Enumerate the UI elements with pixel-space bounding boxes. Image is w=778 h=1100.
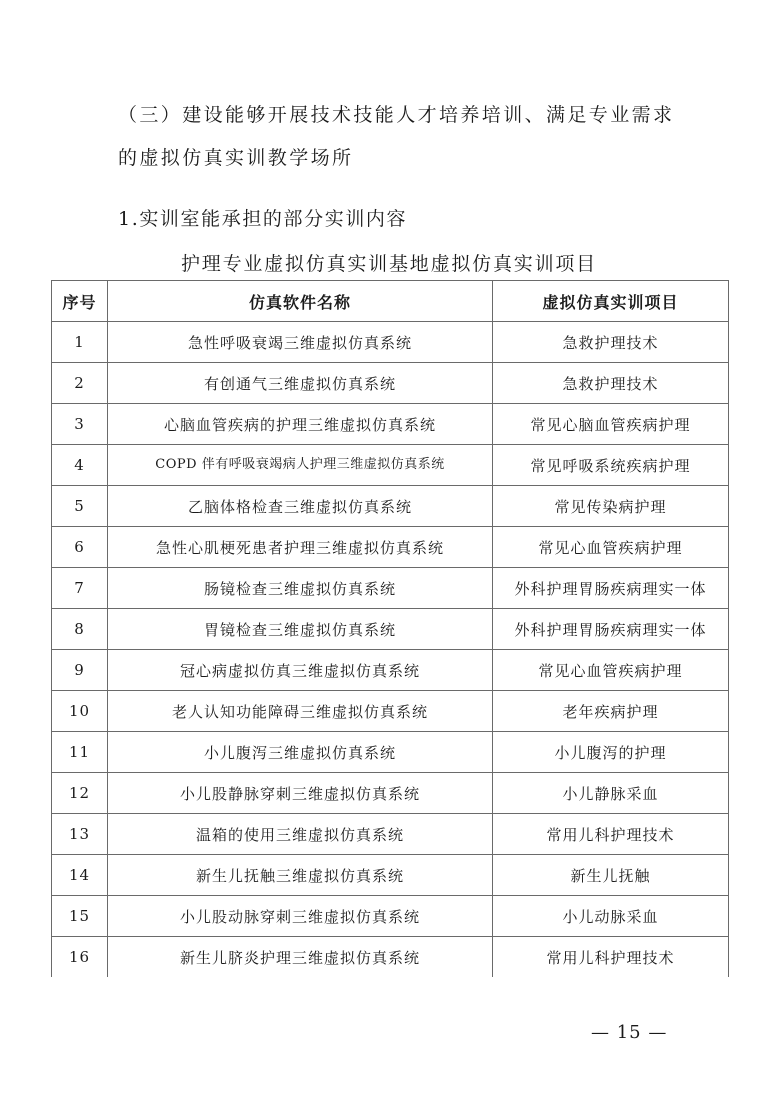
row-index: 4 xyxy=(52,445,108,486)
row-software-name: 新生儿抚触三维虚拟仿真系统 xyxy=(108,855,493,896)
row-training-project: 老年疾病护理 xyxy=(493,691,729,732)
row-training-project: 急救护理技术 xyxy=(493,322,729,363)
subheading: 1.实训室能承担的部分实训内容 xyxy=(118,208,408,230)
row-software-name: 冠心病虚拟仿真三维虚拟仿真系统 xyxy=(108,650,493,691)
row-software-name: 胃镜检查三维虚拟仿真系统 xyxy=(108,609,493,650)
row-index: 14 xyxy=(52,855,108,896)
table-row xyxy=(52,404,729,445)
table-row xyxy=(52,650,729,691)
row-software-name: 急性心肌梗死患者护理三维虚拟仿真系统 xyxy=(108,527,493,568)
table-row xyxy=(52,814,729,855)
row-index: 3 xyxy=(52,404,108,445)
row-training-project: 小儿腹泻的护理 xyxy=(493,732,729,773)
row-index: 2 xyxy=(52,363,108,404)
header-software-name: 仿真软件名称 xyxy=(108,281,493,322)
row-index: 7 xyxy=(52,568,108,609)
row-index: 8 xyxy=(52,609,108,650)
table-row xyxy=(52,568,729,609)
row-training-project: 急救护理技术 xyxy=(493,363,729,404)
row-training-project: 新生儿抚触 xyxy=(493,855,729,896)
table-row xyxy=(52,445,729,486)
row-index: 5 xyxy=(52,486,108,527)
table-row xyxy=(52,691,729,732)
row-training-project: 小儿动脉采血 xyxy=(493,896,729,937)
row-training-project: 常用儿科护理技术 xyxy=(493,814,729,855)
row-software-name: 老人认知功能障碍三维虚拟仿真系统 xyxy=(108,691,493,732)
row-index: 12 xyxy=(52,773,108,814)
row-index: 16 xyxy=(52,937,108,978)
row-software-name: 心脑血管疾病的护理三维虚拟仿真系统 xyxy=(108,404,493,445)
row-training-project: 常见传染病护理 xyxy=(493,486,729,527)
header-training-project: 虚拟仿真实训项目 xyxy=(493,281,729,322)
row-index: 15 xyxy=(52,896,108,937)
table-row xyxy=(52,363,729,404)
section-heading-line-2: 的虚拟仿真实训教学场所 xyxy=(118,147,354,169)
row-training-project: 小儿静脉采血 xyxy=(493,773,729,814)
table-row xyxy=(52,527,729,568)
row-training-project: 外科护理胃肠疾病理实一体 xyxy=(493,609,729,650)
row-training-project: 常用儿科护理技术 xyxy=(493,937,729,978)
row-training-project: 常见心血管疾病护理 xyxy=(493,650,729,691)
section-heading-line-1: （三）建设能够开展技术技能人才培养培训、满足专业需求 xyxy=(118,104,675,126)
row-index: 13 xyxy=(52,814,108,855)
table-title: 护理专业虚拟仿真实训基地虚拟仿真实训项目 xyxy=(180,253,597,275)
row-software-name: COPD 伴有呼吸衰竭病人护理三维虚拟仿真系统 xyxy=(108,445,493,486)
table-row xyxy=(52,896,729,937)
row-software-name: 小儿腹泻三维虚拟仿真系统 xyxy=(108,732,493,773)
row-software-name: 肠镜检查三维虚拟仿真系统 xyxy=(108,568,493,609)
table-row xyxy=(52,609,729,650)
row-software-name: 小儿股静脉穿刺三维虚拟仿真系统 xyxy=(108,773,493,814)
table-row xyxy=(52,773,729,814)
row-software-name: 有创通气三维虚拟仿真系统 xyxy=(108,363,493,404)
table-row xyxy=(52,732,729,773)
table-row xyxy=(52,937,729,978)
table-row xyxy=(52,322,729,363)
row-training-project: 常见心脑血管疾病护理 xyxy=(493,404,729,445)
row-software-name: 小儿股动脉穿刺三维虚拟仿真系统 xyxy=(108,896,493,937)
row-index: 10 xyxy=(52,691,108,732)
row-training-project: 常见呼吸系统疾病护理 xyxy=(493,445,729,486)
table-row xyxy=(52,855,729,896)
row-software-name: 乙脑体格检查三维虚拟仿真系统 xyxy=(108,486,493,527)
table-row xyxy=(52,486,729,527)
row-software-name: 急性呼吸衰竭三维虚拟仿真系统 xyxy=(108,322,493,363)
row-index: 9 xyxy=(52,650,108,691)
row-index: 6 xyxy=(52,527,108,568)
row-software-name: 温箱的使用三维虚拟仿真系统 xyxy=(108,814,493,855)
row-index: 1 xyxy=(52,322,108,363)
header-index: 序号 xyxy=(52,281,108,322)
training-projects-table xyxy=(51,280,729,977)
table-header-row xyxy=(52,281,729,322)
row-index: 11 xyxy=(52,732,108,773)
page-number: — 15 — xyxy=(591,1022,668,1043)
row-software-name: 新生儿脐炎护理三维虚拟仿真系统 xyxy=(108,937,493,978)
row-training-project: 外科护理胃肠疾病理实一体 xyxy=(493,568,729,609)
row-training-project: 常见心血管疾病护理 xyxy=(493,527,729,568)
